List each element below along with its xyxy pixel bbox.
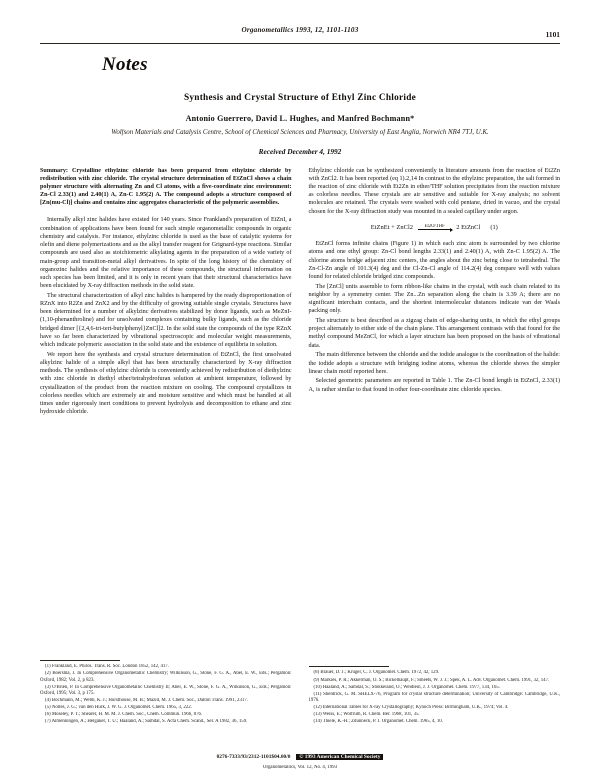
reaction-equation [309,224,561,231]
paragraph: EtZnCl forms infinite chains (Figure 1) in which each zinc atom is surrounded by two chlorine atoms and one ethyl group: Zn-Cl bond lengths 2.33(1) and 2.40(1) A, with Zn-C 1.95(2) A. The chlorine atoms bridge adjacent zinc centers, the angles about the zinc being close to tetrahedral. The Zn-Cl-Zn angle of 101.3(4) deg and the Cl-Zn-Cl angle of 114.2(4) deg compare well with values found for related chloride bridged zinc compounds. [308,241,560,281]
received-date: Received December 4, 1992 [258,146,342,156]
footnote: (10) Haaland, A.; Samdal, S.; Stokkeland, O.; Weidlein, J. J. Organomet. Chem. 1977, 134, 165. [313,684,500,690]
footnote: (4) Bochmann, M.; Webb, K. J.; Hursthouse, M. B.; Mazid, M. J. Chem. Soc., Dalton Trans. 1991, 2317. [45,697,248,703]
header-rule [40,43,560,44]
footnote-separator [40,660,120,661]
paragraph: The structure is best described as a zigzag chain of edge-sharing units, in which the ethyl groups project alternately to either side of the chain plane. This arrangement contrasts with that found for the methyl compound MeZnCl, for which a layer structure has been proposed on the basis of vibrational data. [308,318,560,349]
equation-right: 2 EtZnCl [456,223,481,231]
paragraph: Selected geometric parameters are reported in Table 1. The Zn-Cl bond length in EtZnCl, 2.33(1) A, is rather similar to that found in other four-coordinate zinc chloride species. [308,378,560,393]
footnote: (9) Markies, P. R.; Akkerman, O. S.; Bickelhaupt, F.; Smeets, W. J. J.; Spek, A. L. Adv. Organomet. Chem. 1991, 32, 147. [313,677,550,683]
paragraph: The [ZnCl] units assemble to form ribbon-like chains in the crystal, with each chain related to its neighbor by a symmetry center. The Zn...Zn separation along the chain is 3.39 A; there are no significant interchain contacts, and the shortest intermolecular distances indicate van der Waals packing only. [308,283,560,315]
equation-middle: + ZnCl2 [391,223,414,231]
footnote: (11) Sheldrick, G. M. SHELX-76, Program for crystal structure determination; University of Cambridge: Cambridge, U.K., 1976. [308,691,560,703]
abstract: Summary: Crystalline ethylzinc chloride has been prepared from ethylzinc chloride by redistribution with zinc chloride. The crystal structure determination of EtZnCl shows a chain polymer structure with alternating Zn and Cl atoms, with a five-coordinate zinc environment: Zn-Cl 2.33(1) and 2.40(1) A, Zn-C 1.95(2) A. The compound adopts a structure composed of [Zn(mu-Cl)] chains and contains zinc aggregates characteristic of the polymeric assemblies. [40,167,292,207]
article-title: Synthesis and Crystal Structure of Ethyl Zinc Chloride [183,93,417,103]
paragraph: The main difference between the chloride and the iodide analogue is the coordination of the halide: the iodide adopts a structure with bridging iodine atoms, whereas the chloride shows the simpler linear chain motif reported here. [308,352,560,375]
paragraph: Ethylzinc chloride can be synthesized conveniently in literature amounts from the reaction of Et2Zn with ZnCl2. It has been reported (eq 1).2,14 In contrast to the ethylzinc preparation, the salt formed in the reaction of zinc chloride with Et2Zn in ether/THF solution precipitates from the reaction mixture as colorless needles. These crystals are air sensitive and suitable for X-ray analysis; no solvent molecules are retained. The crystals were washed with cold pentane, dried in vacuo, and the crystal chosen for the X-ray diffraction study was mounted in a sealed capillary under argon. [308,167,560,215]
footnote: (3) O'Brien, P. In Comprehensive Organometallic Chemistry II; Abel, E. W., Stone, F. G. A., Wilkinson, G., Eds.; Pergamon: Oxford, 1995; Vol. 3, p 175. [40,684,292,696]
footnote-separator [309,666,389,667]
section-heading: Notes [102,54,148,75]
page-number: 1101 [545,30,560,39]
footnote: (7) Almenningen, A.; Helgaker, T. U.; Haaland, A.; Samdal, S. Acta Chem. Scand., Ser. A 1982, 36, 159. [45,719,248,725]
paragraph: The structural characterization of alkyl zinc halides is hampered by the ready disproportionation of RZnX into R2Zn and ZnX2 and by the difficulty of growing suitable single crystals. Structures have been determined for a number of alkylzinc derivatives stabilized by donor ligands, such as MeZnI-(1,10-phenanthroline) and for unsolvated complexes containing bulky ligands, such as the chloride bridged dimer [{2,4,6-tri-tert-butylphenyl}ZnCl]2. In the solid state the compounds of the type RZnX have so far been characterized by vibrational spectroscopic and molecular weight measurements, which indicate polymeric association in the solid state and the existence of equilibria in solution. [40,292,292,349]
two-column-body [40,167,560,727]
footnote: (2) Boersma, J. In Comprehensive Organometallic Chemistry; Wilkinson, G., Stone, F. G. A., Abel, E. W., Eds.; Pergamon: Oxford, 1982; Vol. 2, p 823. [40,671,292,683]
footer-copyright: © 1993 American Chemical Society [296,754,383,760]
equation-number: (1) [490,224,498,231]
left-column [40,167,292,727]
footnote: (14) Thiele, K.-H.; Zdunneck, P. J. Organomet. Chem. 1965, 4, 10. [313,719,443,725]
paragraph: We report here the synthesis and crystal structure determination of EtZnCl, the first unsolvated alkylzinc halide of a simple alkyl that has been structurally characterized by X-ray diffraction methods. The synthesis of ethylzinc chloride is conveniently achieved by redistribution of diethylzinc with zinc chloride in diethyl ether/tetrahydrofuran solution at ambient temperature, followed by crystallization of the product from the reaction mixture on cooling. The compound crystallizes in colorless needles which are extremely air and moisture sensitive and which must be handled at all times under rigorously inert conditions to prevent hydrolysis and decomposition to ethane and zinc hydroxide chloride. [40,351,292,416]
footnote: (1) Frankland, E. Philos. Trans. R. Soc. London 1852, 142, 417. [45,664,169,670]
footnote: (6) Moseley, P. T.; Shearer, H. M. M. J. Chem. Soc., Chem. Commun. 1966, 876. [45,712,203,718]
journal-citation: Organometallics 1993, 12, 1101-1103 [241,26,359,34]
footer-journal-line: Organometallics, Vol. 12, No. 4, 1993 [262,765,338,770]
article-authors: Antonio Guerrero, David L. Hughes, and Manfred Bochmann* [185,113,415,123]
equation-left: EtZnEt [370,223,390,231]
footnote: (12) International Tables for X-ray Crystallography; Kynoch Press: Birmingham, U.K., 1974; Vol. 4. [313,705,509,711]
equation-reagent: Et2O/THF [424,224,445,230]
running-head [40,26,560,40]
paragraph: Internally alkyl zinc halides have existed for 140 years. Since Frankland's preparation of EtZnI, a combination of applications have been found for such simple organometallic compounds in organic chemistry and catalysis. For instance, ethylzinc chloride is used as the base of catalytic systems for olefin and diene polymerizations and as the alkyl transfer reagent for Grignard-type reactions. Similar compounds are used also as stoichiometric alkylating agents in the preparation of a wide variety of main-group and transition-metal alkyl derivatives. In spite of the long history of the chemistry of organozinc halides and the relative importance of these compounds, the structural information on such species has been limited, and it is only in recent years that their structural characteristics have been elucidated by X-ray diffraction methods in the solid state. [40,217,292,290]
right-column [309,167,561,727]
footnotes-left [40,654,292,727]
footer-article-code: 0276-7333/93/2312-1101$04.00/0 [216,754,291,760]
footnote: (5) Noltes, J. G.; van den Hurk, J. W. G. J. Organomet. Chem. 1965, 3, 222. [45,705,192,711]
article-affiliation: Wolfson Materials and Catalysis Centre, School of Chemical Sciences and Pharmacy, University of East Anglia, Norwich NR4 7TJ, U.K. [111,128,489,136]
footnotes-right [309,660,561,727]
page-footer [40,754,560,760]
footnote: (8) Brauer, D. J.; Kruger, C. J. Organomet. Chem. 1972, 42, 129. [313,670,440,676]
footnote: (13) Weiss, E.; Wolfrum, R. Chem. Ber. 1968, 101, 35. [313,712,420,718]
equation-arrow [415,224,455,230]
